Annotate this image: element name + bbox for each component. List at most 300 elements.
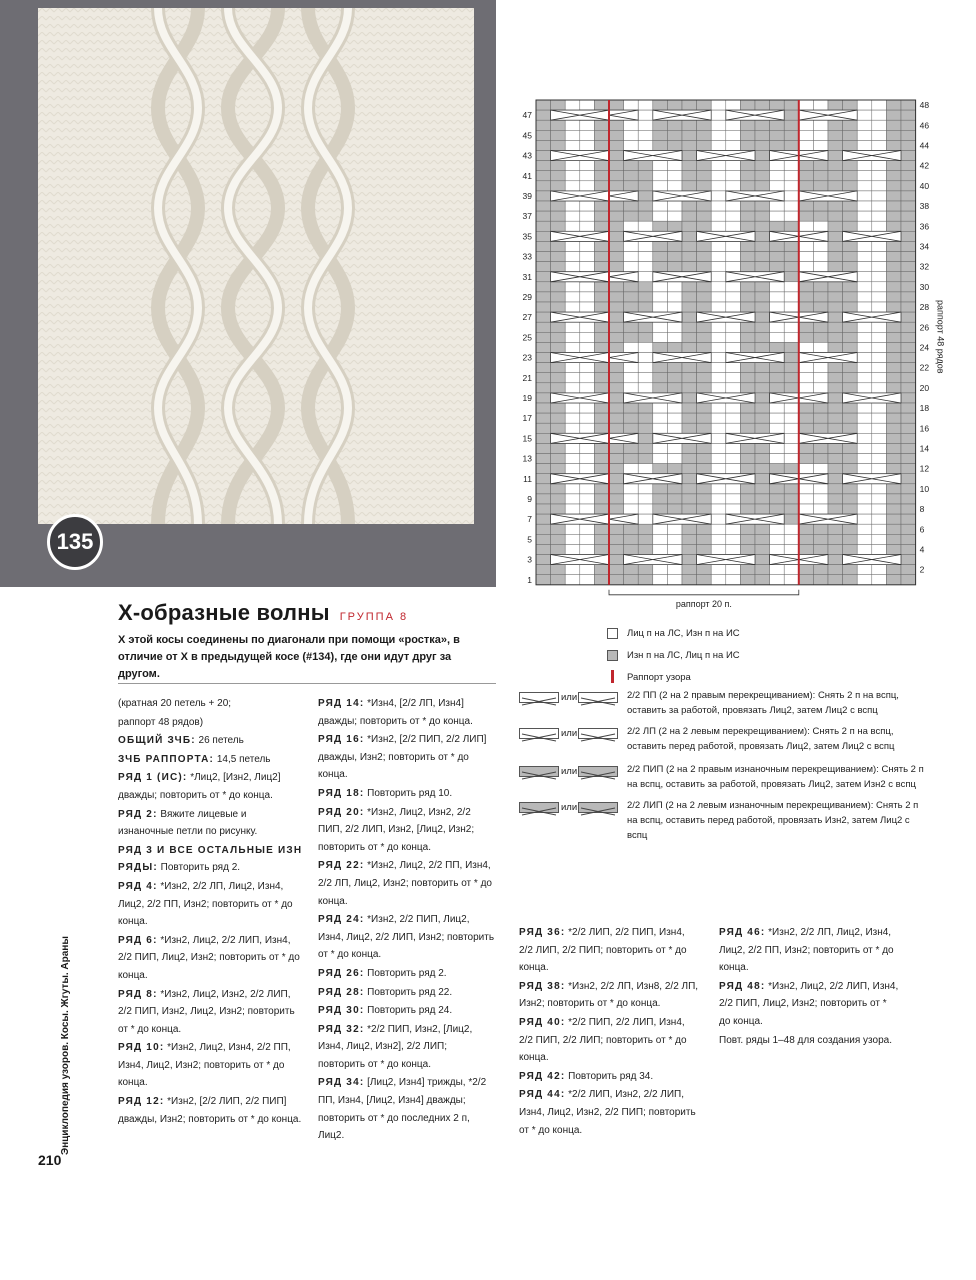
chart-cell bbox=[784, 181, 799, 191]
chart-cell bbox=[901, 534, 916, 544]
chart-cell bbox=[828, 211, 843, 221]
chart-cell bbox=[857, 403, 872, 413]
chart-cell bbox=[886, 373, 901, 383]
chart-cell bbox=[536, 342, 551, 352]
chart-cell bbox=[726, 161, 741, 171]
cable-symbol-alt-icon bbox=[578, 802, 618, 813]
chart-cell bbox=[784, 544, 799, 554]
chart-cell bbox=[682, 403, 697, 413]
chart-cell bbox=[667, 140, 682, 150]
chart-cell bbox=[536, 231, 551, 241]
chart-cell bbox=[799, 544, 814, 554]
chart-cell bbox=[551, 100, 566, 110]
instruction-row bbox=[719, 978, 899, 1031]
chart-cell bbox=[901, 262, 916, 272]
chart-cell bbox=[886, 494, 901, 504]
instruction-row bbox=[519, 1086, 699, 1139]
chart-cell bbox=[886, 433, 901, 443]
chart-cell bbox=[740, 443, 755, 453]
chart-cell bbox=[580, 241, 595, 251]
row-number-right: 14 bbox=[919, 443, 930, 454]
chart-cell bbox=[594, 211, 609, 221]
chart-cell bbox=[770, 332, 785, 342]
chart-cell bbox=[872, 575, 887, 585]
chart-cell bbox=[770, 181, 785, 191]
chart-cell bbox=[726, 252, 741, 262]
chart-cell bbox=[551, 120, 566, 130]
chart-cell bbox=[609, 464, 624, 474]
chart-cell bbox=[667, 100, 682, 110]
chart-cell bbox=[653, 565, 668, 575]
chart-cell bbox=[843, 504, 858, 514]
chart-cell bbox=[697, 221, 712, 231]
chart-cell bbox=[901, 130, 916, 140]
chart-cell bbox=[711, 484, 726, 494]
chart-cell bbox=[784, 332, 799, 342]
chart-cell bbox=[580, 544, 595, 554]
chart-cell bbox=[565, 454, 580, 464]
chart-cell bbox=[755, 342, 770, 352]
chart-cell bbox=[536, 514, 551, 524]
chart-cell bbox=[843, 221, 858, 231]
instruction-row bbox=[318, 965, 496, 983]
chart-cell bbox=[565, 383, 580, 393]
chart-cell bbox=[886, 130, 901, 140]
chart-cell bbox=[551, 171, 566, 181]
chart-cell bbox=[784, 413, 799, 423]
chart-cell bbox=[828, 504, 843, 514]
chart-cell bbox=[682, 555, 697, 565]
chart-cell bbox=[872, 110, 887, 120]
chart-cell bbox=[828, 100, 843, 110]
chart-cell bbox=[872, 383, 887, 393]
chart-cell bbox=[770, 211, 785, 221]
chart-cell bbox=[872, 191, 887, 201]
chart-cell bbox=[770, 373, 785, 383]
row-label: РЯД 28: bbox=[318, 986, 365, 998]
chart-cell bbox=[770, 302, 785, 312]
chart-cell bbox=[565, 575, 580, 585]
chart-cell bbox=[594, 201, 609, 211]
chart-cell bbox=[697, 524, 712, 534]
chart-cell bbox=[580, 484, 595, 494]
chart-cell bbox=[901, 110, 916, 120]
chart-cell bbox=[551, 342, 566, 352]
chart-cell bbox=[551, 363, 566, 373]
chart-cell bbox=[697, 130, 712, 140]
chart-cell bbox=[682, 252, 697, 262]
chart-cell bbox=[784, 282, 799, 292]
chart-cell bbox=[755, 373, 770, 383]
chart-cell bbox=[843, 140, 858, 150]
cable-symbol-icon bbox=[519, 802, 559, 813]
chart-cell bbox=[711, 100, 726, 110]
chart-cell bbox=[872, 373, 887, 383]
chart-cell bbox=[857, 140, 872, 150]
chart-cell bbox=[565, 130, 580, 140]
chart-cell bbox=[755, 221, 770, 231]
chart-cell bbox=[799, 100, 814, 110]
chart-cell bbox=[755, 363, 770, 373]
chart-cell bbox=[770, 403, 785, 413]
chart-cell bbox=[770, 524, 785, 534]
chart-cell bbox=[624, 211, 639, 221]
chart-cell bbox=[813, 565, 828, 575]
chart-cell bbox=[711, 443, 726, 453]
chart-cell bbox=[536, 474, 551, 484]
chart-cell bbox=[872, 241, 887, 251]
chart-cell bbox=[536, 494, 551, 504]
chart-cell bbox=[726, 413, 741, 423]
chart-cell bbox=[682, 241, 697, 251]
chart-cell bbox=[799, 130, 814, 140]
chart-cell bbox=[609, 151, 624, 161]
chart-cell bbox=[565, 292, 580, 302]
chart-cell bbox=[799, 302, 814, 312]
page-number: 210 bbox=[38, 1152, 62, 1168]
pattern-title-text: X-образные волны bbox=[118, 600, 330, 625]
chart-cell bbox=[770, 575, 785, 585]
row-text: *Изн2, Лиц2, 2/2 ЛИП, Изн4, 2/2 ПИП, Лиц2, Изн2; повторить от * до конца. bbox=[719, 980, 899, 1027]
chart-cell bbox=[872, 282, 887, 292]
pattern-title bbox=[118, 600, 408, 626]
chart-cell bbox=[711, 504, 726, 514]
chart-cell bbox=[740, 413, 755, 423]
chart-cell bbox=[711, 181, 726, 191]
chart-cell bbox=[740, 484, 755, 494]
chart-cell bbox=[667, 241, 682, 251]
chart-cell bbox=[843, 302, 858, 312]
chart-cell bbox=[770, 201, 785, 211]
chart-cell bbox=[667, 211, 682, 221]
chart-cell bbox=[667, 292, 682, 302]
chart-cell bbox=[580, 221, 595, 231]
chart-cell bbox=[828, 494, 843, 504]
chart-cell bbox=[711, 140, 726, 150]
chart-cell bbox=[740, 565, 755, 575]
chart-cell bbox=[638, 494, 653, 504]
chart-cell bbox=[813, 504, 828, 514]
chart-cell bbox=[624, 161, 639, 171]
chart-cell bbox=[594, 403, 609, 413]
chart-cell bbox=[828, 484, 843, 494]
chart-cell bbox=[653, 241, 668, 251]
chart-cell bbox=[813, 201, 828, 211]
row-number-right: 26 bbox=[919, 322, 930, 333]
chart-cell bbox=[857, 161, 872, 171]
chart-cell bbox=[901, 231, 916, 241]
chart-cell bbox=[580, 403, 595, 413]
chart-cell bbox=[711, 332, 726, 342]
instruction-row bbox=[118, 878, 303, 931]
chart-cell bbox=[755, 383, 770, 393]
chart-cell bbox=[580, 282, 595, 292]
chart-cell bbox=[886, 504, 901, 514]
chart-cell bbox=[682, 504, 697, 514]
chart-cell bbox=[565, 221, 580, 231]
chart-cell bbox=[667, 252, 682, 262]
intro-text: X этой косы соединены по диагонали при помощи «ростка», в отличие от X в предыдущей косе (#134), где они идут друг за другом. bbox=[118, 634, 460, 680]
chart-cell bbox=[609, 575, 624, 585]
chart-cell bbox=[536, 241, 551, 251]
chart-cell bbox=[624, 373, 639, 383]
chart-cell bbox=[770, 454, 785, 464]
chart-cell bbox=[872, 403, 887, 413]
row-number-right: 10 bbox=[919, 483, 930, 494]
chart-cell bbox=[594, 464, 609, 474]
chart-cell bbox=[624, 383, 639, 393]
chart-cell bbox=[799, 322, 814, 332]
chart-cell bbox=[565, 413, 580, 423]
chart-cell bbox=[901, 241, 916, 251]
chart-cell bbox=[536, 252, 551, 262]
chart-cell bbox=[667, 282, 682, 292]
row-number-left: 39 bbox=[522, 190, 532, 201]
chart-cell bbox=[886, 534, 901, 544]
row-text: *Лиц2, [Изн2, Лиц2] дважды; повторить от * до конца. bbox=[118, 772, 281, 801]
chart-cell bbox=[536, 171, 551, 181]
chart-cell bbox=[653, 302, 668, 312]
chart-cell bbox=[784, 494, 799, 504]
chart-cell bbox=[565, 443, 580, 453]
chart-cell bbox=[624, 100, 639, 110]
chart-cell bbox=[784, 484, 799, 494]
chart-cell bbox=[726, 100, 741, 110]
chart-cell bbox=[609, 221, 624, 231]
instruction-row bbox=[519, 978, 699, 1013]
chart-cell bbox=[594, 332, 609, 342]
chart-cell bbox=[536, 544, 551, 554]
chart-cell bbox=[653, 140, 668, 150]
chart-cell bbox=[828, 575, 843, 585]
chart-cell bbox=[857, 484, 872, 494]
chart-cell bbox=[770, 171, 785, 181]
chart-cell bbox=[565, 373, 580, 383]
chart-cell bbox=[594, 262, 609, 272]
chart-cell bbox=[624, 504, 639, 514]
chart-cell bbox=[682, 302, 697, 312]
chart-cell bbox=[828, 332, 843, 342]
chart-cell bbox=[872, 292, 887, 302]
chart-cell bbox=[784, 353, 799, 363]
row-label: РЯД 26: bbox=[318, 967, 365, 979]
chart-cell bbox=[770, 292, 785, 302]
chart-cell bbox=[667, 534, 682, 544]
chart-cell bbox=[872, 494, 887, 504]
chart-cell bbox=[609, 443, 624, 453]
chart-cell bbox=[886, 110, 901, 120]
row-number-right: 32 bbox=[919, 261, 930, 272]
chart-cell bbox=[653, 282, 668, 292]
chart-cell bbox=[536, 302, 551, 312]
side-repeat-label: раппорт 48 рядов bbox=[935, 300, 946, 374]
row-label: ЗЧБ РАППОРТА: bbox=[118, 753, 215, 765]
chart-cell bbox=[886, 363, 901, 373]
instructions-col-4 bbox=[719, 924, 899, 1050]
chart-cell bbox=[740, 383, 755, 393]
chart-cell bbox=[536, 292, 551, 302]
row-number-left: 21 bbox=[522, 372, 532, 383]
chart-cell bbox=[653, 342, 668, 352]
chart-cell bbox=[886, 161, 901, 171]
chart-cell bbox=[638, 322, 653, 332]
chart-cell bbox=[580, 322, 595, 332]
chart-cell bbox=[828, 201, 843, 211]
instruction-row bbox=[719, 924, 899, 977]
row-text: *Изн2, 2/2 ЛП, Лиц2, Изн4, Лиц2, 2/2 ПП, Изн2; повторить от * до конца. bbox=[118, 880, 293, 928]
chart-cell bbox=[536, 443, 551, 453]
chart-cell bbox=[872, 534, 887, 544]
chart-cell bbox=[901, 151, 916, 161]
chart-cell bbox=[609, 181, 624, 191]
chart-cell bbox=[536, 383, 551, 393]
chart-cell bbox=[872, 524, 887, 534]
row-label: РЯД 22: bbox=[318, 860, 365, 872]
chart-cell bbox=[638, 221, 653, 231]
chart-cell bbox=[536, 423, 551, 433]
chart-cell bbox=[872, 504, 887, 514]
chart-cell bbox=[653, 423, 668, 433]
chart-cell bbox=[726, 181, 741, 191]
chart-cell bbox=[653, 504, 668, 514]
chart-cell bbox=[755, 171, 770, 181]
chart-cell bbox=[653, 332, 668, 342]
row-label: РЯД 16: bbox=[318, 734, 365, 746]
chart-cell bbox=[799, 161, 814, 171]
instruction-row bbox=[118, 695, 303, 713]
chart-cell bbox=[740, 332, 755, 342]
chart-cell bbox=[740, 130, 755, 140]
chart-cell bbox=[872, 332, 887, 342]
chart-cell bbox=[770, 342, 785, 352]
chart-cell bbox=[843, 565, 858, 575]
chart-cell bbox=[536, 312, 551, 322]
chart-cell bbox=[565, 524, 580, 534]
row-number-left: 35 bbox=[522, 231, 532, 242]
chart-cell bbox=[711, 433, 726, 443]
or-label: или bbox=[561, 692, 578, 703]
instruction-row bbox=[519, 924, 699, 977]
chart-cell bbox=[740, 363, 755, 373]
chart-cell bbox=[901, 100, 916, 110]
pattern-number-badge: 135 bbox=[47, 514, 103, 570]
chart-cell bbox=[726, 201, 741, 211]
chart-cell bbox=[740, 181, 755, 191]
chart-cell bbox=[901, 332, 916, 342]
row-number-left: 5 bbox=[527, 534, 532, 545]
chart-cell bbox=[901, 312, 916, 322]
chart-cell bbox=[857, 332, 872, 342]
chart-cell bbox=[580, 413, 595, 423]
chart-cell bbox=[828, 403, 843, 413]
chart-cell bbox=[682, 201, 697, 211]
legend-repeat-label: Раппорт узора bbox=[627, 672, 691, 683]
chart-cell bbox=[740, 100, 755, 110]
chart-cell bbox=[828, 140, 843, 150]
chart-cell bbox=[770, 282, 785, 292]
chart-cell bbox=[624, 262, 639, 272]
chart-cell bbox=[901, 120, 916, 130]
chart-cell bbox=[551, 181, 566, 191]
chart-cell bbox=[857, 423, 872, 433]
chart-cell bbox=[740, 140, 755, 150]
chart-cell bbox=[565, 120, 580, 130]
chart-cell bbox=[901, 181, 916, 191]
chart-cell bbox=[594, 484, 609, 494]
chart-cell bbox=[901, 413, 916, 423]
chart-cell bbox=[740, 171, 755, 181]
chart-cell bbox=[551, 252, 566, 262]
chart-cell bbox=[813, 342, 828, 352]
chart-cell bbox=[799, 171, 814, 181]
chart-cell bbox=[536, 191, 551, 201]
row-number-left: 33 bbox=[522, 251, 532, 262]
row-label: РЯД 3 И ВСЕ ОСТАЛЬНЫЕ ИЗН РЯДЫ: bbox=[118, 844, 303, 874]
row-number-left: 25 bbox=[522, 332, 532, 343]
chart-cell bbox=[609, 201, 624, 211]
chart-cell bbox=[638, 575, 653, 585]
chart-cell bbox=[857, 342, 872, 352]
chart-cell bbox=[784, 443, 799, 453]
chart-cell bbox=[755, 312, 770, 322]
chart-cell bbox=[594, 282, 609, 292]
chart-cell bbox=[638, 110, 653, 120]
chart-cell bbox=[755, 565, 770, 575]
chart-cell bbox=[740, 423, 755, 433]
chart-cell bbox=[901, 353, 916, 363]
chart-cell bbox=[682, 423, 697, 433]
spine-title: Энциклопедия узоров. Косы. Жгуты. Араны bbox=[60, 936, 71, 1155]
chart-cell bbox=[609, 504, 624, 514]
chart-cell bbox=[624, 120, 639, 130]
chart-cell bbox=[667, 302, 682, 312]
chart-cell bbox=[784, 373, 799, 383]
chart-cell bbox=[784, 403, 799, 413]
chart-cell bbox=[638, 565, 653, 575]
chart-cell bbox=[872, 161, 887, 171]
chart-cell bbox=[872, 565, 887, 575]
chart-cell bbox=[813, 534, 828, 544]
chart-cell bbox=[609, 241, 624, 251]
chart-cell bbox=[697, 322, 712, 332]
chart-cell bbox=[565, 282, 580, 292]
chart-cell bbox=[740, 211, 755, 221]
chart-cell bbox=[872, 171, 887, 181]
chart-cell bbox=[828, 464, 843, 474]
chart-cell bbox=[697, 575, 712, 585]
chart-cell bbox=[551, 464, 566, 474]
chart-cell bbox=[886, 120, 901, 130]
chart-cell bbox=[653, 211, 668, 221]
chart-cell bbox=[770, 494, 785, 504]
instruction-row bbox=[118, 714, 303, 732]
chart-cell bbox=[828, 120, 843, 130]
chart-cell bbox=[682, 282, 697, 292]
chart-cell bbox=[828, 544, 843, 554]
chart-cell bbox=[638, 383, 653, 393]
chart-cell bbox=[813, 302, 828, 312]
row-number-left: 13 bbox=[522, 453, 532, 464]
chart-cell bbox=[624, 130, 639, 140]
chart-cell bbox=[901, 403, 916, 413]
chart-cell bbox=[609, 524, 624, 534]
chart-cell bbox=[740, 534, 755, 544]
chart-cell bbox=[624, 565, 639, 575]
chart-cell bbox=[638, 433, 653, 443]
chart-cell bbox=[638, 353, 653, 363]
chart-cell bbox=[843, 484, 858, 494]
chart-cell bbox=[784, 514, 799, 524]
